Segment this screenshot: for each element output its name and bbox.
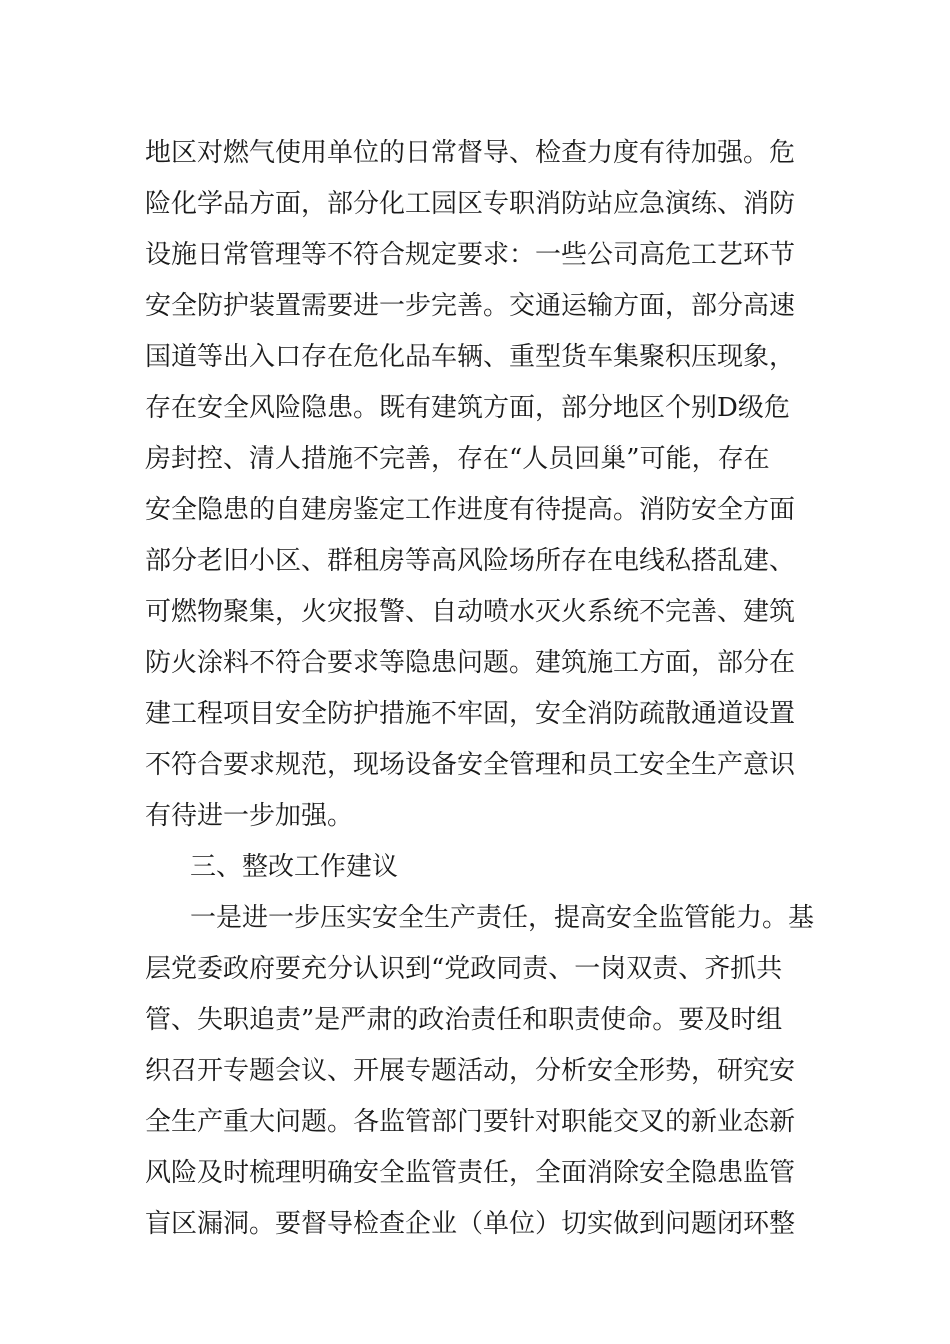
text-line: 一是进一步压实安全生产责任，提高安全监管能力。基	[190, 903, 815, 933]
text-line: 风险及时梳理明确安全监管责任，全面消除安全隐患监管	[145, 1158, 796, 1188]
text-line: 盲区漏洞。要督导检查企业（单位）切实做到问题闭环整	[145, 1209, 796, 1239]
text-line: 设施日常管理等不符合规定要求：一些公司高危工艺环节	[145, 240, 796, 270]
text-line: 国道等出入口存在危化品车辆、重型货车集聚积压现象，	[145, 342, 796, 372]
text-line: 存在安全风险隐患。既有建筑方面，部分地区个别D级危	[145, 393, 790, 423]
text-line: 安全隐患的自建房鉴定工作进度有待提高。消防安全方面	[145, 495, 796, 525]
text-line: 全生产重大问题。各监管部门要针对职能交叉的新业态新	[145, 1107, 796, 1137]
text-line: 层党委政府要充分认识到“党政同责、一岗双责、齐抓共	[145, 954, 783, 984]
text-line: 安全防护装置需要进一步完善。交通运输方面，部分高速	[145, 291, 796, 321]
text-line: 部分老旧小区、群租房等高风险场所存在电线私搭乱建、	[145, 546, 796, 576]
text-line: 防火涂料不符合要求等隐患问题。建筑施工方面，部分在	[145, 648, 796, 678]
body-text	[145, 128, 835, 1250]
text-line: 地区对燃气使用单位的日常督导、检查力度有待加强。危	[145, 138, 796, 168]
text-line: 管、失职追责”是严肃的政治责任和职责使命。要及时组	[145, 1005, 783, 1035]
text-line: 房封控、清人措施不完善，存在“人员回巢”可能，存在	[145, 444, 770, 474]
section-heading: 三、整改工作建议	[190, 852, 399, 882]
text-line: 不符合要求规范，现场设备安全管理和员工安全生产意识	[145, 750, 796, 780]
text-line: 有待进一步加强。	[145, 801, 354, 831]
text-line: 建工程项目安全防护措施不牢固，安全消防疏散通道设置	[145, 699, 796, 729]
text-line: 险化学品方面，部分化工园区专职消防站应急演练、消防	[145, 189, 796, 219]
text-line: 可燃物聚集，火灾报警、自动喷水灭火系统不完善、建筑	[145, 597, 796, 627]
text-line: 织召开专题会议、开展专题活动，分析安全形势，研究安	[145, 1056, 796, 1086]
